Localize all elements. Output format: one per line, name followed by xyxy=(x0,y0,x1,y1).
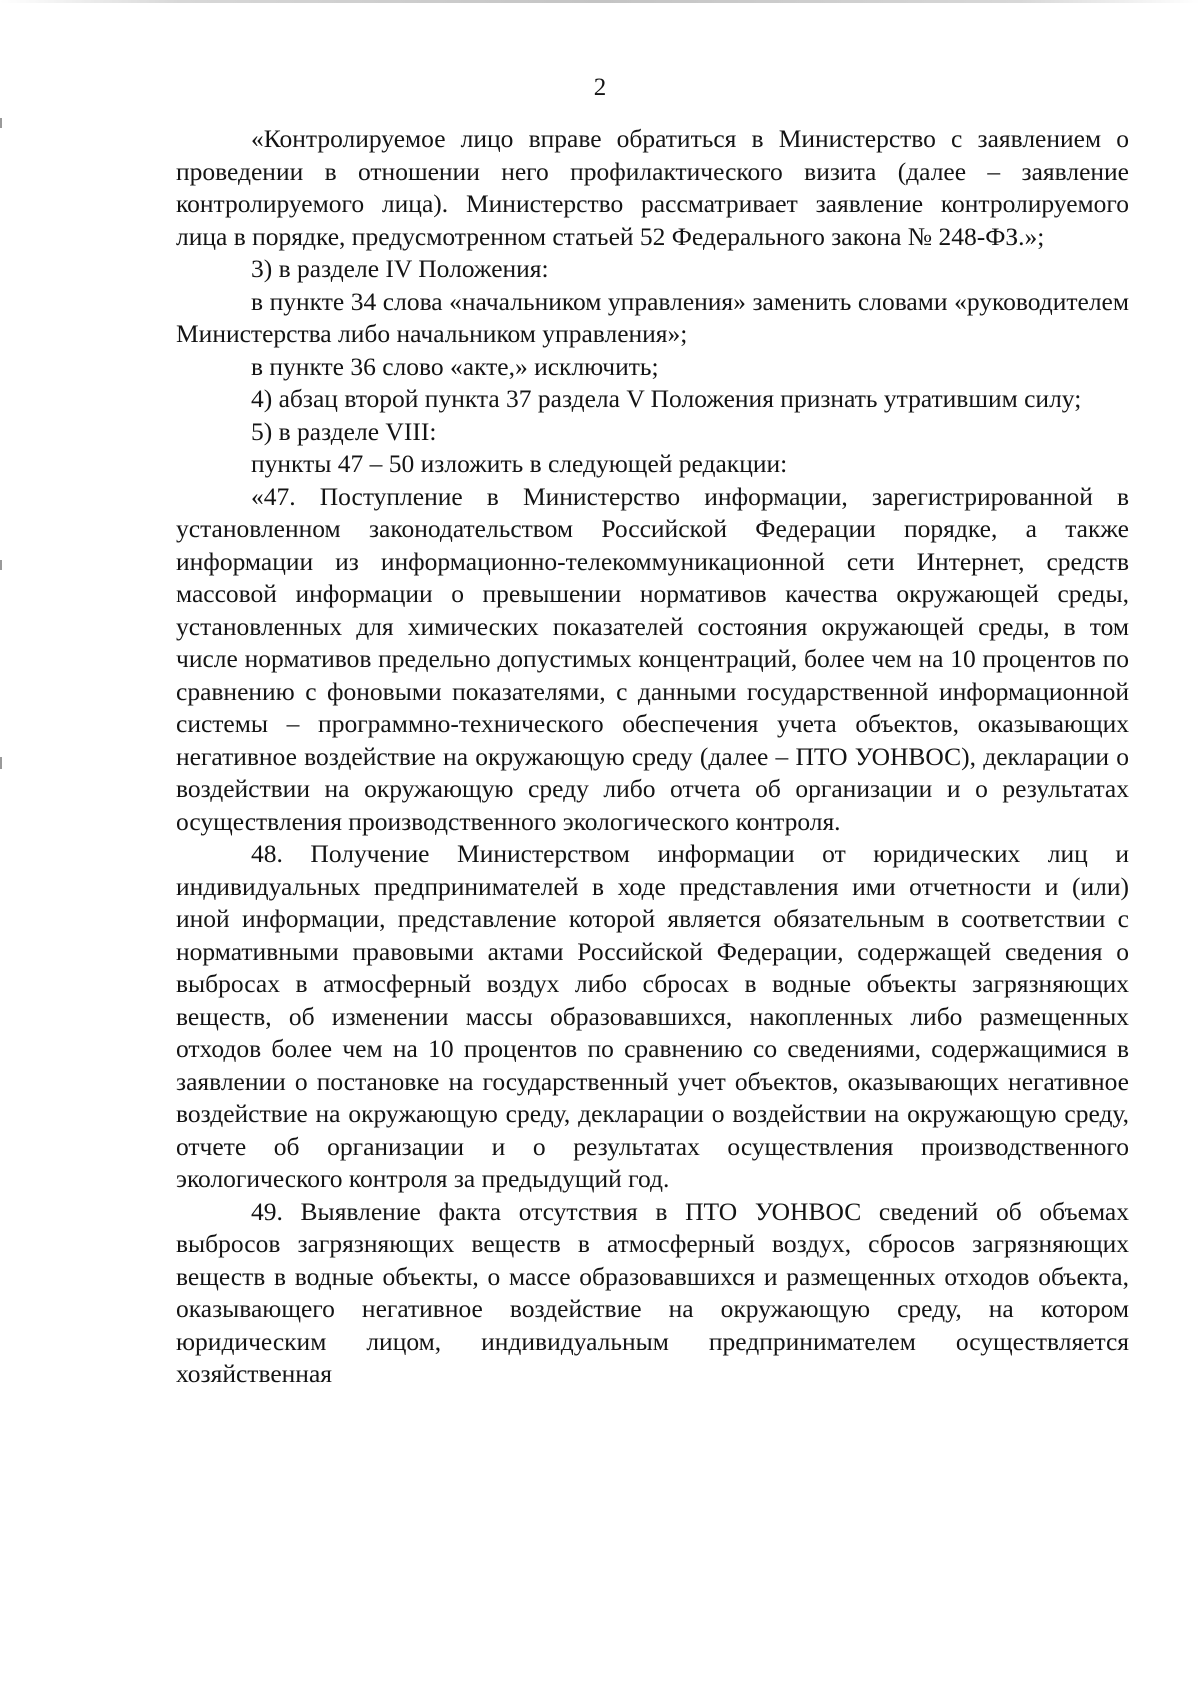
paragraph: в пункте 34 слова «начальником управления» заменить словами «руководителем Министерства либо начальником управления»; xyxy=(176,286,1129,348)
paragraph: 5) в разделе VIII: xyxy=(251,416,437,446)
paragraph: пункты 47 – 50 изложить в следующей редакции: xyxy=(251,449,788,478)
page-number: 2 xyxy=(593,74,607,101)
paragraph: 4) абзац второй пункта 37 раздела V Положения признать утратившим силу; xyxy=(251,384,1082,413)
paragraph: 49. Выявление факта отсутствия в ПТО УОНВОС сведений об объемах выбросов загрязняющих веществ в атмосферный воздух, сбросов загрязняющих веществ в водные объекты, о массе образовавшихся и размещенных отходов объекта, оказывающего негативное воздействие на окружающую среду, на котором юридическим лицом, индивидуальным предпринимателем осуществляется хозяйственная xyxy=(176,1196,1129,1388)
scan-edge-line xyxy=(0,0,1200,3)
paragraph: 48. Получение Министерством информации от юридических лиц и индивидуальных предпринимателей в ходе представления ими отчетности и (или) иной информации, представление которой является обязательным в соответствии с нормативными правовыми актами Российской Федерации, содержащей сведения о выбросах в атмосферный воздух либо сбросах в водные объекты загрязняющих веществ, об изменении массы образовавшихся, накопленных либо размещенных отходов более чем на 10 процентов по сравнению со сведениями, содержащимися в заявлении о постановке на государственный учет объектов, оказывающих негативное воздействие на окружающую среду, декларации о воздействии на окружающую среду, отчете об организации и о результатах осуществления производственного экологического контроля за предыдущий год. xyxy=(176,839,1129,1193)
paragraph: «47. Поступление в Министерство информации, зарегистрированной в установленном законодательством Российской Федерации порядке, а также информации из информационно-телекоммуникационной сети Интернет, средств массовой информации о превышении нормативов качества окружающей среды, установленных для химических показателей состояния окружающей среды, в том числе нормативов предельно допустимых концентраций, более чем на 10 процентов по сравнению с фоновыми показателями, с данными государственной информационной системы – программно-технического обеспечения учета объектов, оказывающих негативное воздействие на окружающую среду (далее – ПТО УОНВОС), декларации о воздействии на окружающую среду либо отчета об организации и о результатах осуществления производственного экологического контроля. xyxy=(176,481,1129,836)
document-body xyxy=(176,123,1129,1391)
scan-edge-mark xyxy=(0,118,2,128)
paragraph: «Контролируемое лицо вправе обратиться в Министерство с заявлением о проведении в отношении него профилактического визита (далее – заявление контролируемого лица). Министерство рассматривает заявление контролируемого лица в порядке, предусмотренном статьей 52 Федерального закона № 248-ФЗ.»; xyxy=(176,124,1129,251)
paragraph: в пункте 36 слово «акте,» исключить; xyxy=(251,351,659,381)
scan-edge-mark xyxy=(0,757,2,769)
paragraph: 3) в разделе IV Положения: xyxy=(251,254,549,283)
scan-edge-mark xyxy=(0,560,2,570)
